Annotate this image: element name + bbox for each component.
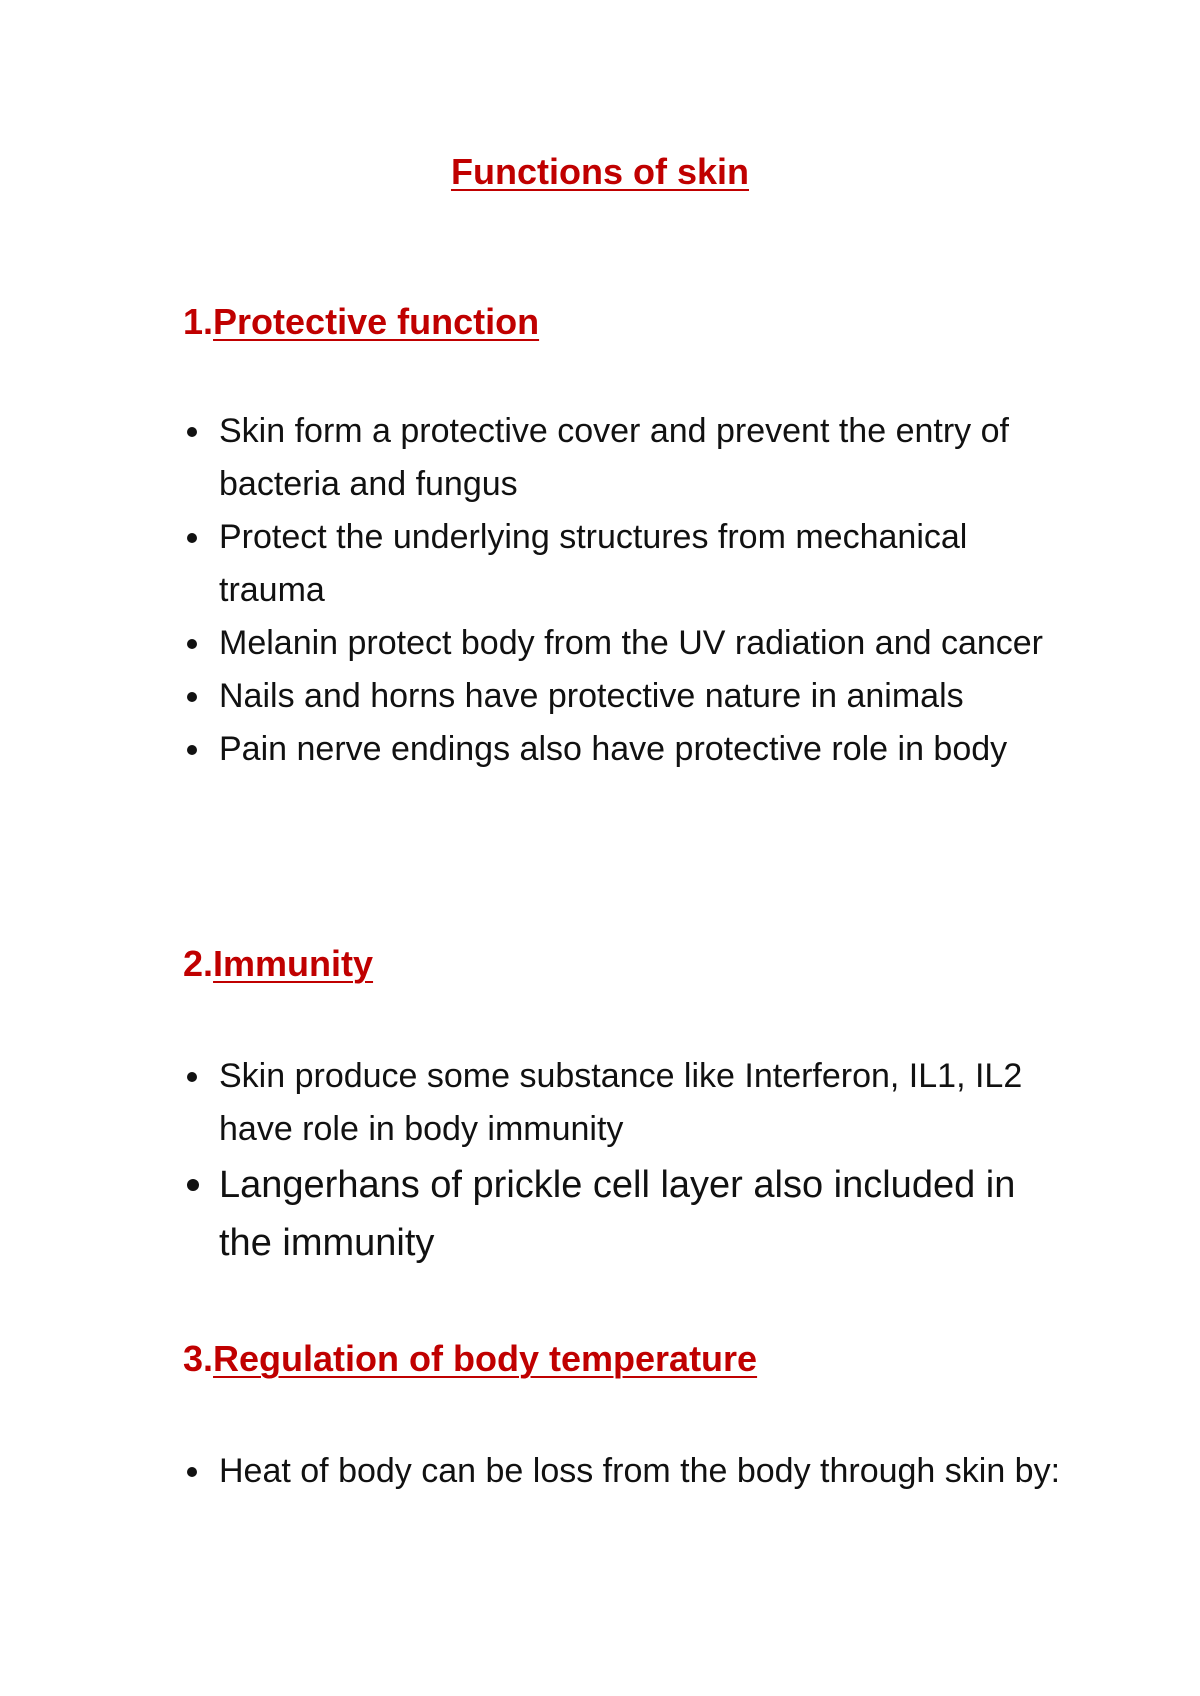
list-item	[183, 723, 1063, 776]
bullet-icon	[187, 1072, 197, 1082]
bullet-icon	[187, 427, 197, 437]
section-title: Protective function	[213, 301, 540, 342]
list-item	[183, 405, 1063, 511]
list-item-text: Skin produce some substance like Interferon, IL1, IL2 have role in body immunity	[219, 1057, 1023, 1148]
list-item-text: Nails and horns have protective nature in animals	[219, 677, 964, 715]
list-item-text: Protect the underlying structures from mechanical trauma	[219, 518, 968, 609]
section-title: Regulation of body temperature	[213, 1338, 758, 1379]
section-title: Immunity	[213, 943, 374, 984]
protective-function-list	[183, 405, 1063, 776]
list-item	[183, 1445, 1063, 1498]
bullet-icon	[187, 533, 197, 543]
list-item-text: Heat of body can be loss from the body through skin by:	[219, 1452, 1061, 1490]
list-item	[183, 670, 1063, 723]
list-item-text: Langerhans of prickle cell layer also included in the immunity	[219, 1164, 1016, 1264]
list-item	[183, 511, 1063, 617]
section-heading-regulation-of-body-temperature	[183, 1337, 757, 1381]
bullet-icon	[187, 1467, 197, 1477]
section-heading-protective-function	[183, 300, 539, 344]
list-item	[183, 1156, 1063, 1272]
section-heading-immunity	[183, 942, 373, 986]
body-temperature-list	[183, 1445, 1063, 1498]
section-number: 2.	[183, 943, 214, 984]
list-item-text: Melanin protect body from the UV radiation and cancer	[219, 624, 1044, 662]
list-item-text: Skin form a protective cover and prevent the entry of bacteria and fungus	[219, 412, 1009, 503]
document-title: Functions of skin	[450, 151, 749, 192]
section-number: 1.	[183, 301, 214, 342]
list-item-text: Pain nerve endings also have protective role in body	[219, 730, 1008, 768]
list-item	[183, 1050, 1063, 1156]
list-item	[183, 617, 1063, 670]
bullet-icon	[187, 639, 197, 649]
bullet-icon	[187, 745, 197, 755]
section-number: 3.	[183, 1338, 214, 1379]
bullet-icon	[187, 692, 197, 702]
bullet-icon	[187, 1179, 199, 1191]
immunity-list	[183, 1050, 1063, 1272]
